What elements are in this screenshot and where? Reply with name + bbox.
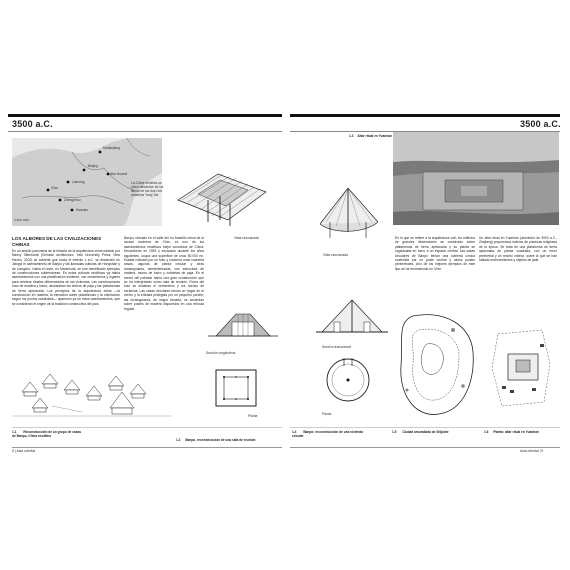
- caption-text: Planta: altar ritual en Yuanhan: [493, 430, 539, 434]
- caption-text: Banpo: reconstrucción de una vivienda circular: [292, 430, 364, 439]
- map-city-label: Huaxian: [76, 208, 89, 212]
- right-footer: Asia oriental | 9: [520, 449, 544, 453]
- caption-number: 1.3: [349, 134, 354, 138]
- right-page-title: 3500 a.C.: [520, 119, 561, 129]
- map-city-label: Zhengzhou: [64, 198, 81, 202]
- round-house-drawing: [312, 176, 384, 250]
- round-house-section: [316, 292, 388, 340]
- shijiahe-city-plan: [393, 310, 479, 420]
- caption-1-2: [176, 438, 286, 442]
- caption-number: 1.4: [292, 430, 297, 434]
- map-city-label: Mudanjiang: [103, 146, 121, 150]
- left-footer-rule: [12, 447, 282, 448]
- altar-aerial-photo: [393, 132, 559, 225]
- left-page-title: 3500 a.C.: [12, 119, 53, 129]
- left-footer: 8 | Asia oriental: [12, 449, 36, 453]
- axon-label: Vista seccionada: [234, 236, 259, 240]
- caption-number: 1.1: [12, 430, 17, 434]
- article-heading: LOS ALBORES DE LAS CIVILIZACIONES CHINAS: [12, 236, 102, 247]
- article-column-2: Banpo, ubicado en el valle del río Amarillo cerca de la ciudad moderna de Xi'an, es uno de los asentamientos neolíticos mejor conocidos de China. Descubierto en 1953 y excavado durante los años siguientes, ocupa una superficie de unos 50.000 m². Estaba rodeado por un foso y contenía unas cuarenta casas, algunas de planta circular y otras rectangulares, semienterradas, con estructura de madera, muros de barro y cubiertas de paja. En el centro del poblado había una gran construcción que se ha interpretado como sala de reunión. Fuera del foso se situaban el cementerio y los hornos de cerámica. Las casas circulares tenían un hogar en el centro y la entrada protegida por un pequeño porche; las rectangulares, de mayor tamaño, se sostenían sobre postes de madera dispuestos en una retícula regular.: [124, 236, 204, 311]
- right-title-rule: [290, 114, 560, 117]
- caption-text: Banpo, reconstrucción de una sala de reunión: [185, 438, 256, 442]
- caption-text: Reconstrucción de un grupo de casas de Banpo, China neolítica: [12, 430, 82, 439]
- caption-number: 1.2: [176, 438, 181, 442]
- article-column-1: En un amplio panorama de la historia de la arquitectura china editado por Nancy Steinhardt (Chinese architecture, Yale University Press, New Haven, 2002) se advierte que hacia el milenio v a.C. se desarrolló en Jiangxi el asentamiento de Banpo y las llamadas culturas de Hongshan y de Liangzhu. Hacia el norte, en Manchuria, se han identificado ejemplos de construcciones subterráneas. En estas culturas neolíticas ya había asentamientos con una planificación evidente, con cementerios y lugares para celebrar rituales diferenciados de las viviendas. Las construcciones eran de madera y barro; abundaban los techos de paja y las plataformas de tierra apisonada. Los principios de la arquitectura china —la construcción en madera, la elevación sobre plataformas y la orientación según los puntos cardinales— aparecen ya en estos asentamientos, que se consideran el origen de la tradición constructiva del país.: [12, 249, 120, 306]
- caption-1-6: [484, 430, 560, 434]
- caption-1-5: [392, 430, 476, 434]
- altar-plan: [484, 324, 558, 414]
- right-plan-label: Planta: [322, 412, 332, 416]
- left-caption-rule: [12, 427, 282, 428]
- caption-text: Ciudad amurallada de Shijiahe: [402, 430, 449, 434]
- map-scale: 0 500 1000: [14, 218, 30, 222]
- right-article-column-2: Un altar ritual en Yuanhan (alrededor de 3000 a.C., Zhejiang) proporciona indicios de prácticas religiosas de la época. Se trata de una plataforma de tierra apisonada de planta cuadrada, con un muro perimetral y un recinto interior, sobre la que se han hallado enterramientos y objetos de jade.: [479, 236, 557, 263]
- meeting-hall-drawing: [168, 160, 278, 230]
- caption-1-4: [292, 430, 366, 438]
- meeting-hall-section: [208, 304, 278, 344]
- meeting-hall-plan: [212, 366, 260, 410]
- map-city-label: Xi'an: [51, 186, 59, 190]
- caption-1-1: [12, 430, 82, 438]
- map-city-label: Aba Huandi: [110, 172, 128, 176]
- caption-text: Altar ritual en Yuanhan: [357, 134, 392, 138]
- right-footer-rule: [290, 447, 560, 448]
- map-city-label: Liaoning: [72, 180, 85, 184]
- left-title-underline: [8, 131, 282, 132]
- right-article-column-1: En lo que se refiere a la arquitectura civil, los edificios de grandes dimensiones se construían sobre plataformas de tierra apisonada y su planta se organizaba en torno a un espacio central. Las casas circulares de Banpo tenían una cubierta cónica sostenida por un poste central y varios postes perimetrales. Uno de los mejores ejemplos de este tipo se ha reconstruido en Xi'an.: [395, 236, 475, 271]
- caption-number: 1.6: [484, 430, 489, 434]
- round-house-plan: [320, 354, 378, 406]
- map-note: La China neolítica se ubicó alrededor de los llanos de los dos ríos amarillos Yang Tse: [131, 181, 164, 197]
- right-caption-rule: [290, 427, 560, 428]
- village-reconstruction: [12, 362, 172, 420]
- map-city-label: Beijing: [88, 164, 98, 168]
- right-section-label: Sección transversal: [322, 345, 351, 349]
- section-label: Sección longitudinal: [206, 351, 236, 355]
- caption-number: 1.5: [392, 430, 397, 434]
- plan-label: Planta: [248, 414, 258, 418]
- right-axon-label: Vista seccionada: [323, 253, 348, 257]
- left-title-rule: [8, 114, 282, 117]
